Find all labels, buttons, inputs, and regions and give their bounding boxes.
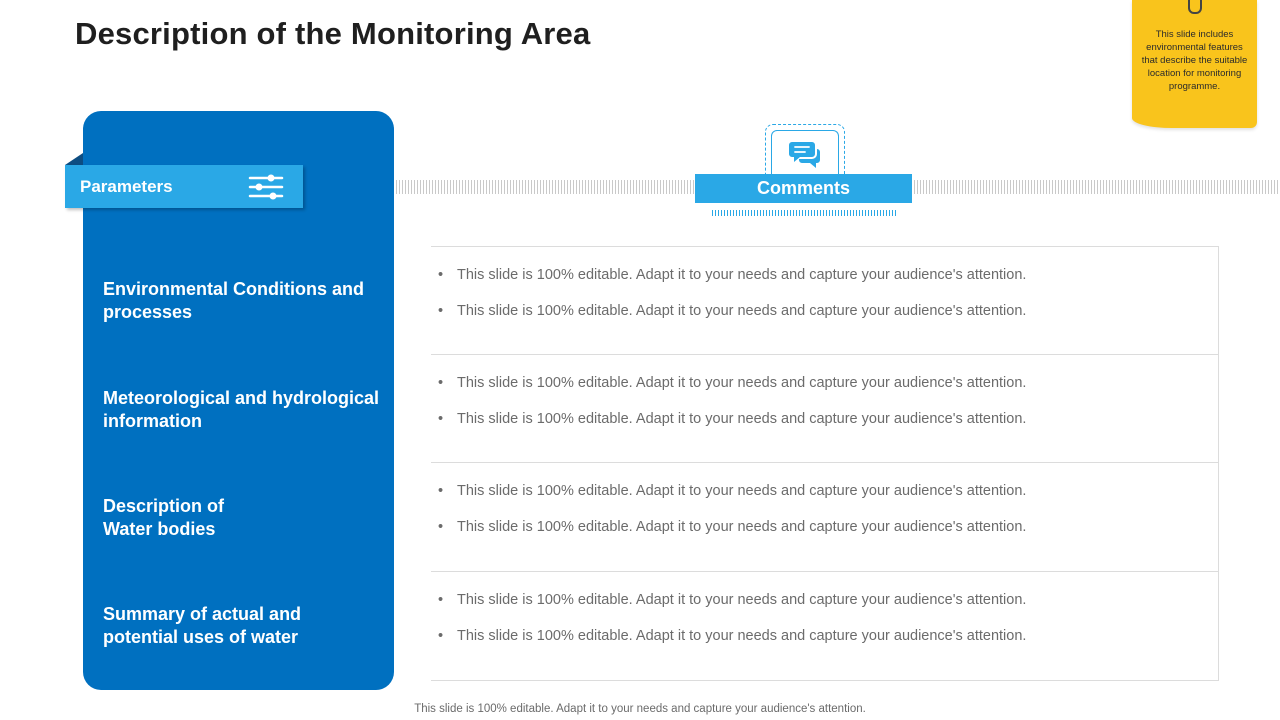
comment-bullet: • This slide is 100% editable. Adapt it to your needs and capture your audience's attention. bbox=[438, 519, 1026, 535]
comment-row bbox=[431, 354, 1218, 463]
comment-row bbox=[431, 462, 1218, 571]
paperclip-icon bbox=[1188, 0, 1202, 14]
comment-bullet: • This slide is 100% editable. Adapt it to your needs and capture your audience's attention. bbox=[438, 483, 1026, 499]
comment-bullet: • This slide is 100% editable. Adapt it to your needs and capture your audience's attention. bbox=[438, 267, 1026, 283]
chat-bubbles-icon bbox=[788, 139, 822, 171]
parameter-item: Summary of actual and potential uses of water bbox=[103, 604, 302, 647]
slide-title: Description of the Monitoring Area bbox=[75, 16, 591, 51]
parameter-item: Description of Water bodies bbox=[103, 496, 225, 539]
comments-header: Comments bbox=[695, 174, 912, 203]
header-hatch-left bbox=[396, 180, 694, 194]
parameters-tab-fold bbox=[65, 153, 83, 165]
sticky-note-text: This slide includes environmental features that describe the suitable location for monitoring programme. bbox=[1141, 29, 1248, 92]
comment-bullet: • This slide is 100% editable. Adapt it to your needs and capture your audience's attention. bbox=[438, 375, 1026, 391]
sliders-icon bbox=[248, 172, 284, 202]
parameters-header bbox=[65, 165, 303, 208]
parameter-item: Meteorological and hydrological information bbox=[103, 388, 380, 431]
comments-table bbox=[431, 246, 1219, 681]
comment-row bbox=[431, 571, 1218, 680]
comment-bullet: • This slide is 100% editable. Adapt it to your needs and capture your audience's attention. bbox=[438, 303, 1026, 319]
comment-row bbox=[431, 246, 1218, 355]
parameter-item: Environmental Conditions and processes bbox=[103, 279, 365, 322]
header-hatch-right bbox=[914, 180, 1278, 194]
comments-hatch bbox=[712, 210, 898, 216]
slide-footer: This slide is 100% editable. Adapt it to your needs and capture your audience's attention. bbox=[414, 703, 866, 715]
comment-bullet: • This slide is 100% editable. Adapt it to your needs and capture your audience's attention. bbox=[438, 411, 1026, 427]
comment-bullet: • This slide is 100% editable. Adapt it to your needs and capture your audience's attention. bbox=[438, 592, 1026, 608]
sticky-note bbox=[1132, 0, 1257, 128]
comment-bullet: • This slide is 100% editable. Adapt it to your needs and capture your audience's attention. bbox=[438, 628, 1026, 644]
parameters-header-label: Parameters bbox=[80, 177, 173, 196]
